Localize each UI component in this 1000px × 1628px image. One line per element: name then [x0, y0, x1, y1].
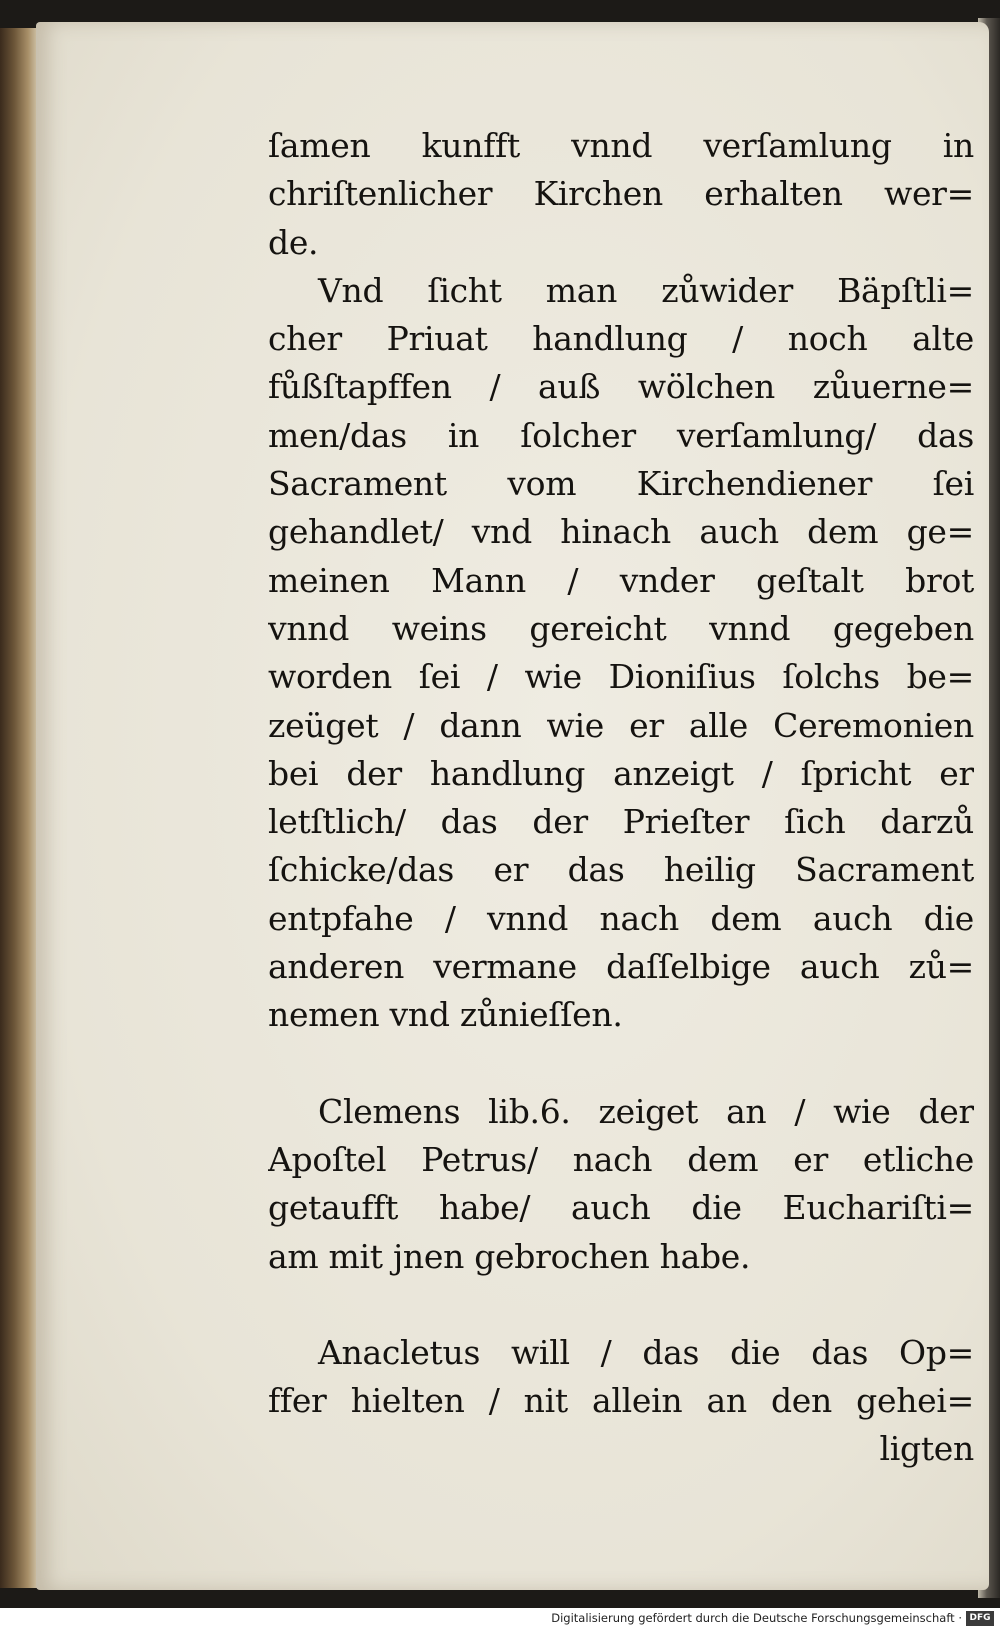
text-line: ſchicke/das er das heilig Sacrament [268, 850, 974, 890]
dfg-logo: DFG [966, 1611, 994, 1626]
text-line: bei der handlung anzeigt / ſpricht er [268, 753, 974, 793]
text-line: ffer hielten / nit allein an den gehei= [268, 1381, 974, 1421]
text-line: Apoſtel Petrus/ nach dem er etliche [268, 1139, 974, 1179]
text-line: worden ſei / wie Dioniſius ſolchs be= [268, 657, 974, 697]
book-spine-edge [0, 28, 40, 1588]
paragraph-start-line: Vnd ſicht man zůwider Bäpſtli= [318, 270, 974, 310]
text-line: men/das in ſolcher verſamlung/ das [268, 415, 974, 455]
paragraph-gap [268, 1040, 974, 1088]
book-page [36, 22, 989, 1590]
text-line: cher Priuat handlung / noch alte [268, 319, 974, 359]
digitization-credit: Digitalisierung gefördert durch die Deutsche Forschungsgemeinschaft · [551, 1611, 962, 1625]
text-line: zeüget / dann wie er alle Ceremonien [268, 705, 974, 745]
paragraph-start-line: Anacletus will / das die das Op= [318, 1332, 974, 1372]
catchword: ligten [879, 1429, 974, 1469]
text-line: fůßſtapffen / auß wölchen zůuerne= [268, 367, 974, 407]
footer-bar [0, 1608, 1000, 1628]
text-line: nemen vnd zůnieſſen. [268, 995, 623, 1035]
text-line: am mit jnen gebrochen habe. [268, 1236, 751, 1276]
text-line: Sacrament vom Kirchendiener ſei [268, 464, 974, 504]
text-line: ſamen kunfft vnnd verſamlung in [268, 126, 974, 165]
text-line: meinen Mann / vnder geſtalt brot [268, 560, 974, 600]
text-line: entpfahe / vnnd nach dem auch die [268, 898, 974, 938]
paragraph-gap [268, 1281, 974, 1329]
text-line: letſtlich/ das der Prieſter ſich darzů [268, 802, 974, 842]
text-line: de. [268, 222, 319, 262]
paragraph-start-line: Clemens lib.6. zeiget an / wie der [318, 1091, 974, 1131]
text-line: gehandlet/ vnd hinach auch dem ge= [268, 512, 974, 552]
text-line: chriſtenlicher Kirchen erhalten wer= [268, 174, 974, 214]
page-text [268, 122, 974, 1474]
text-line: vnnd weins gereicht vnnd gegeben [268, 608, 974, 648]
text-line: getaufft habe/ auch die Euchariſti= [268, 1188, 974, 1228]
text-line: anderen vermane daſſelbige auch zů= [268, 947, 974, 987]
